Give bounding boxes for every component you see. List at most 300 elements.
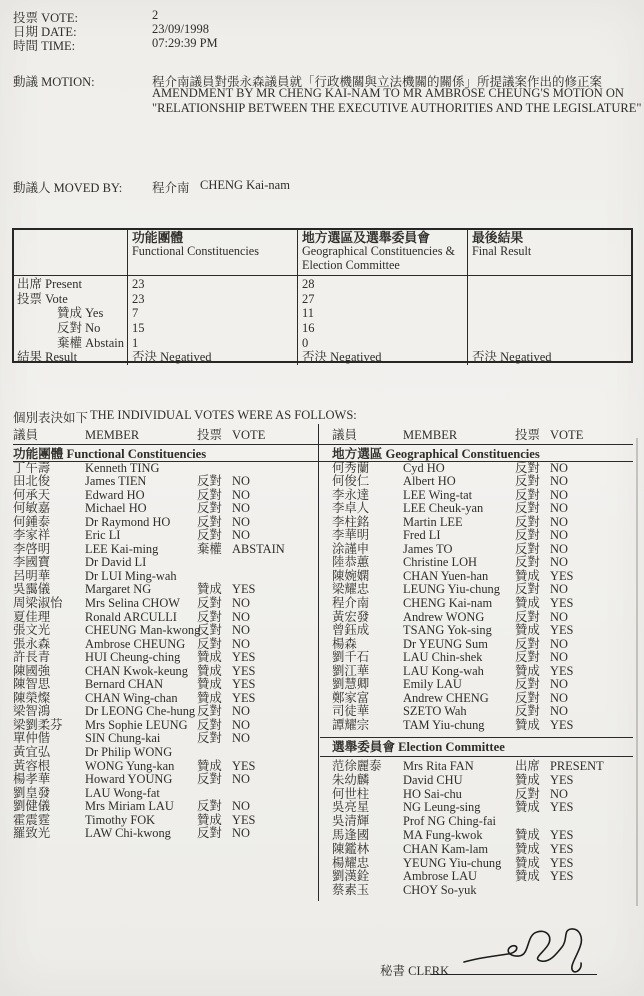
vote-zh: 贊成: [197, 677, 222, 692]
vote-en: [232, 462, 318, 476]
vote-en: YES: [550, 663, 574, 678]
member-name-zh: 朱幼麟: [332, 772, 370, 787]
member-name-en: LAU Chin-shek: [403, 650, 483, 665]
member-name-zh: 呂明華: [13, 568, 51, 583]
member-en-header: MEMBER: [403, 428, 458, 442]
member-name-zh: 陳榮燦: [13, 690, 51, 705]
vote-en: [232, 556, 318, 570]
member-row: [13, 827, 318, 841]
vote-zh: 反對: [515, 582, 540, 597]
member-name-en: James TO: [403, 541, 453, 556]
member-name-en: Eric LI: [85, 528, 121, 543]
summary-value: 27: [302, 291, 315, 306]
vote-en: NO: [232, 528, 250, 543]
summary-value: 11: [302, 306, 315, 321]
member-name-en: Dr Raymond HO: [85, 514, 171, 529]
vote-en: YES: [232, 677, 256, 692]
member-name-zh: 劉皇發: [13, 785, 51, 800]
member-name-en: Dr David LI: [85, 555, 147, 570]
member-name-zh: 范徐麗泰: [332, 759, 382, 773]
member-name-en: LAW Chi-kwong: [85, 826, 171, 841]
summary-labels-column: [14, 276, 127, 365]
vote-zh: 反對: [515, 487, 540, 502]
vote-en: NO: [232, 772, 250, 787]
motion-label: 動議 MOTION:: [13, 75, 95, 89]
summary-value: [472, 321, 627, 336]
member-name-en: LEUNG Yiu-chung: [403, 582, 500, 597]
member-name-zh: 田北俊: [13, 474, 51, 489]
member-row: [13, 543, 318, 557]
summary-value: [472, 306, 627, 321]
member-name-zh: 司徒華: [332, 704, 370, 719]
member-name-zh: 李華明: [332, 528, 370, 543]
member-row: [332, 475, 633, 489]
vote-en: NO: [232, 636, 250, 651]
vote-en: NO: [550, 541, 568, 556]
member-row: [13, 692, 318, 706]
member-name-en: James TIEN: [85, 474, 147, 489]
member-name-zh: 黃宜弘: [13, 744, 51, 759]
vote-zh: 出席: [515, 759, 540, 773]
individual-votes-title-zh: 個別表決如下: [13, 411, 89, 425]
vote-en: NO: [550, 677, 568, 692]
summary-functional-column: [127, 276, 297, 365]
summary-value: [472, 336, 627, 351]
member-name-en: NG Leung-sing: [403, 800, 481, 815]
vote-en: NO: [550, 528, 568, 543]
vote-en: NO: [232, 487, 250, 502]
summary-row-label: 贊成 Yes: [57, 306, 104, 321]
member-row: [13, 651, 318, 665]
member-row: [332, 705, 633, 719]
summary-row-label: 投票 Vote: [17, 291, 68, 306]
vote-en: NO: [550, 514, 568, 529]
vote-zh: 贊成: [515, 663, 540, 678]
summary-value: 23: [132, 291, 145, 306]
member-name-zh: 夏佳理: [13, 609, 51, 624]
member-name-zh: 劉漢銓: [332, 869, 370, 884]
vote-en: YES: [550, 855, 574, 870]
vote-zh: 贊成: [515, 568, 540, 583]
member-name-en: Andrew CHENG: [403, 690, 489, 705]
vote-en: YES: [550, 800, 574, 815]
member-name-zh: 李國寶: [13, 555, 51, 570]
vote-zh: 反對: [515, 650, 540, 665]
vote-zh: [197, 556, 232, 570]
member-name-zh: 劉千石: [332, 650, 370, 665]
member-row: [332, 801, 633, 815]
member-row: [332, 597, 633, 611]
member-name-zh: 李家祥: [13, 528, 51, 543]
summary-value: 16: [302, 321, 315, 336]
member-name-en: Emily LAU: [403, 677, 462, 692]
vote-en: NO: [550, 690, 568, 705]
vote-en: YES: [232, 758, 256, 773]
summary-row-label: 棄權 Abstain: [57, 335, 125, 350]
vote-zh: 贊成: [197, 582, 222, 597]
member-row: [332, 719, 633, 733]
vote-zh: 贊成: [197, 758, 222, 773]
vote-zh: 反對: [515, 474, 540, 489]
vote-en: [232, 746, 318, 760]
member-row: [332, 489, 633, 503]
member-name-en: HO Sai-chu: [403, 786, 462, 801]
member-name-zh: 梁智鴻: [13, 704, 51, 719]
vote-zh: [515, 815, 550, 829]
clerk-label: 秘書 CLERK: [380, 964, 450, 978]
summary-header-final-result: 最後結果 Final Result: [467, 230, 631, 276]
member-row: [332, 678, 633, 692]
member-name-zh: 何敏嘉: [13, 501, 51, 516]
member-name-en: YEUNG Yiu-chung: [403, 855, 502, 870]
vote-zh: 反對: [515, 704, 540, 719]
date-value: 23/09/1998: [152, 22, 209, 36]
election-committee-topline: [320, 737, 633, 738]
motion-text-en2: "RELATIONSHIP BETWEEN THE EXECUTIVE AUTHORITIES AND THE LEGISLATURE": [152, 100, 642, 115]
vote-number-label: 投票 VOTE:: [13, 11, 78, 25]
vote-en: NO: [550, 704, 568, 719]
member-name-zh: 李柱銘: [332, 514, 370, 529]
member-name-en: Andrew WONG: [403, 609, 485, 624]
motion-text-en1: AMENDMENT BY MR CHENG KAI-NAM TO MR AMBROSE CHEUNG'S MOTION ON: [152, 86, 624, 101]
member-name-en: MA Fung-kwok: [403, 827, 483, 842]
member-row: [332, 788, 633, 802]
summary-row-label: 反對 No: [57, 321, 101, 336]
vote-en: [232, 570, 318, 584]
vote-zh: 反對: [197, 799, 222, 814]
vote-zh: 贊成: [515, 800, 540, 815]
column-divider: [318, 424, 319, 901]
member-name-zh: 何鍾泰: [13, 514, 51, 529]
vote-en: YES: [550, 623, 574, 638]
member-row: [332, 829, 633, 843]
member-row: [332, 556, 633, 570]
vote-zh-header: 投票: [197, 428, 223, 442]
vote-zh: 反對: [515, 460, 540, 475]
vote-en: YES: [232, 663, 256, 678]
member-row: [332, 857, 633, 871]
vote-en: NO: [550, 582, 568, 597]
summary-geographical-column: [297, 276, 467, 365]
member-name-zh: 李啓明: [13, 541, 51, 556]
member-name-zh: 陳國強: [13, 663, 51, 678]
member-name-zh: 何世柱: [332, 786, 370, 801]
vote-en: NO: [232, 799, 250, 814]
vote-en: ABSTAIN: [232, 541, 285, 556]
vote-zh: 反對: [197, 731, 222, 746]
vote-en: NO: [550, 474, 568, 489]
member-row: [332, 502, 633, 516]
vote-zh: 贊成: [515, 717, 540, 732]
member-name-en: CHOY So-yuk: [403, 883, 477, 898]
header-underline: [13, 444, 633, 445]
vote-zh: 贊成: [197, 812, 222, 827]
vote-zh: [197, 746, 232, 760]
summary-value: 15: [132, 321, 145, 336]
member-name-zh: 梁劉柔芬: [13, 717, 63, 732]
vote-en: YES: [550, 841, 574, 856]
vote-zh: 反對: [515, 555, 540, 570]
time-value: 07:29:39 PM: [152, 36, 218, 50]
vote-en: YES: [550, 717, 574, 732]
member-name-en: Edward HO: [85, 487, 145, 502]
member-name-zh: 吳亮星: [332, 800, 370, 815]
summary-value: 23: [132, 277, 145, 291]
vote-zh: 贊成: [515, 869, 540, 884]
member-name-en: CHAN Kwok-keung: [85, 663, 188, 678]
member-name-en: LAU Wong-fat: [85, 785, 160, 800]
member-name-en: CHAN Kam-lam: [403, 841, 488, 856]
clerk-signature-line: [431, 974, 597, 975]
summary-value: 否決 Negatived: [472, 350, 552, 365]
member-zh-header: 議員: [13, 428, 39, 442]
vote-en: NO: [550, 786, 568, 801]
vote-zh: 反對: [515, 514, 540, 529]
member-row: [13, 678, 318, 692]
member-name-en: Christine LOH: [403, 555, 477, 570]
member-name-en: Mrs Miriam LAU: [85, 799, 174, 814]
member-row: [332, 692, 633, 706]
member-row: [332, 543, 633, 557]
member-row: [13, 583, 318, 597]
vote-en: YES: [232, 582, 256, 597]
summary-row-label: 結果 Result: [17, 350, 78, 365]
member-name-en: Dr LUI Ming-wah: [85, 568, 177, 583]
summary-value: 7: [132, 306, 139, 321]
member-row: [332, 529, 633, 543]
vote-zh: 反對: [515, 501, 540, 516]
member-name-zh: 羅致光: [13, 826, 51, 841]
member-name-zh: 陸恭蕙: [332, 555, 370, 570]
time-label: 時間 TIME:: [13, 39, 76, 53]
member-row: [13, 746, 318, 760]
section-header-geographical: 地方選區 Geographical Constituencies: [332, 446, 540, 461]
member-row: [332, 884, 633, 898]
member-name-en: Dr LEONG Che-hung: [85, 704, 196, 719]
vote-zh: 反對: [515, 609, 540, 624]
member-name-en: David CHU: [403, 772, 463, 787]
member-row: [332, 570, 633, 584]
member-name-zh: 曾鈺成: [332, 623, 370, 638]
vote-zh: 反對: [197, 636, 222, 651]
vote-en: NO: [550, 501, 568, 516]
summary-value: 否決 Negatived: [132, 350, 212, 365]
member-name-zh: 陳智思: [13, 677, 51, 692]
election-committee-underline: [320, 756, 633, 757]
member-row: [332, 583, 633, 597]
member-row: [13, 787, 318, 801]
member-name-en: Margaret NG: [85, 582, 152, 597]
moved-by-name-en: CHENG Kai-nam: [200, 178, 290, 192]
vote-zh: 贊成: [515, 827, 540, 842]
vote-en: NO: [550, 460, 568, 475]
member-name-en: WONG Yung-kan: [85, 758, 175, 773]
vote-en: YES: [550, 595, 574, 610]
member-name-en: Martin LEE: [403, 514, 463, 529]
vote-zh: [197, 462, 232, 476]
vote-zh: 反對: [515, 541, 540, 556]
right-list-column-headers: [332, 428, 633, 442]
member-name-zh: 許長青: [13, 650, 51, 665]
summary-header-functional: 功能團體 Functional Constituencies: [127, 230, 297, 276]
member-name-en: Bernard CHAN: [85, 677, 164, 692]
vote-en: NO: [232, 595, 250, 610]
member-row: [13, 475, 318, 489]
member-name-en: SZETO Wah: [403, 704, 467, 719]
member-name-en: HUI Cheung-ching: [85, 650, 181, 665]
member-row: [13, 611, 318, 625]
vote-en: YES: [550, 772, 574, 787]
member-row: [13, 705, 318, 719]
vote-en: [550, 884, 633, 898]
vote-zh: 贊成: [197, 650, 222, 665]
member-name-zh: 吳靄儀: [13, 582, 51, 597]
vote-en: NO: [550, 555, 568, 570]
member-row: [13, 814, 318, 828]
clerk-signature: [462, 922, 607, 978]
vote-en: [550, 815, 633, 829]
vote-zh: 反對: [197, 514, 222, 529]
summary-value: 0: [302, 335, 309, 350]
member-name-en: Cyd HO: [403, 460, 445, 475]
vote-en: NO: [232, 731, 250, 746]
vote-zh: 反對: [197, 595, 222, 610]
member-row: [13, 800, 318, 814]
vote-zh: 反對: [197, 501, 222, 516]
summary-corner-cell: [14, 230, 127, 276]
member-name-en: Prof NG Ching-fai: [403, 814, 496, 829]
vote-zh: 反對: [515, 677, 540, 692]
member-row: [13, 638, 318, 652]
member-name-zh: 陳婉嫻: [332, 568, 370, 583]
member-row: [332, 611, 633, 625]
member-row: [332, 815, 633, 829]
member-name-en: LAU Kong-wah: [403, 663, 484, 678]
vote-en: YES: [232, 812, 256, 827]
vote-zh: 反對: [515, 786, 540, 801]
individual-votes-title-en: THE INDIVIDUAL VOTES WERE AS FOLLOWS:: [90, 408, 357, 422]
member-row: [13, 665, 318, 679]
summary-row-label: 出席 Present: [17, 277, 82, 291]
member-name-zh: 劉健儀: [13, 799, 51, 814]
vote-zh: 反對: [197, 609, 222, 624]
member-name-en: Mrs Sophie LEUNG: [85, 717, 188, 732]
member-en-header: MEMBER: [85, 428, 140, 442]
member-row: [332, 516, 633, 530]
member-row: [13, 502, 318, 516]
vote-zh: 反對: [197, 704, 222, 719]
vote-zh: 反對: [197, 487, 222, 502]
member-row: [332, 462, 633, 476]
vote-zh: 贊成: [515, 623, 540, 638]
member-name-zh: 譚耀宗: [332, 717, 370, 732]
member-name-en: Ronald ARCULLI: [85, 609, 177, 624]
vote-zh: 反對: [197, 623, 222, 638]
vote-zh: 反對: [197, 772, 222, 787]
vote-en: NO: [232, 514, 250, 529]
member-row: [13, 462, 318, 476]
vote-en: NO: [550, 609, 568, 624]
member-row: [13, 732, 318, 746]
vote-zh-header: 投票: [515, 428, 541, 442]
member-name-zh: 鄭家富: [332, 690, 370, 705]
vote-en: NO: [232, 826, 250, 841]
vote-zh: 反對: [197, 528, 222, 543]
member-name-zh: 黃容根: [13, 758, 51, 773]
vote-en: NO: [232, 704, 250, 719]
member-name-en: Dr YEUNG Sum: [403, 636, 488, 651]
member-name-zh: 霍震霆: [13, 812, 51, 827]
member-name-zh: 劉慧卿: [332, 677, 370, 692]
election-committee-list: [332, 760, 633, 898]
summary-value: [472, 292, 627, 307]
vote-number-value: 2: [152, 8, 159, 22]
member-name-zh: 何承天: [13, 487, 51, 502]
member-name-zh: 楊森: [332, 636, 357, 651]
member-row: [13, 760, 318, 774]
member-name-zh: 劉江華: [332, 663, 370, 678]
vote-en: [232, 787, 318, 801]
vote-zh: 贊成: [197, 663, 222, 678]
summary-final-result-column: [467, 276, 631, 365]
section-header-election-committee: 選舉委員會 Election Committee: [332, 740, 505, 754]
member-name-en: LEE Cheuk-yan: [403, 501, 484, 516]
summary-value: 否決 Negatived: [302, 350, 382, 365]
motion-text-zh: 程介南議員對張永森議員就「行政機關與立法機關的關係」所提議案作出的修正案: [152, 75, 603, 89]
member-name-zh: 涂謹申: [332, 541, 370, 556]
member-row: [13, 773, 318, 787]
scan-edge-artifact: [636, 438, 638, 906]
vote-en: PRESENT: [550, 759, 604, 773]
member-name-zh: 梁耀忠: [332, 582, 370, 597]
member-name-zh: 程介南: [332, 595, 370, 610]
vote-zh: 反對: [515, 528, 540, 543]
vote-en-header: VOTE: [232, 428, 266, 442]
member-row: [13, 556, 318, 570]
moved-by-name-zh: 程介南: [152, 181, 190, 195]
vote-zh: 反對: [197, 717, 222, 732]
member-name-en: SIN Chung-kai: [85, 731, 161, 746]
member-name-zh: 何秀蘭: [332, 460, 370, 475]
vote-zh: 反對: [197, 474, 222, 489]
vote-zh: 反對: [515, 636, 540, 651]
member-row: [13, 719, 318, 733]
member-name-en: TSANG Yok-sing: [403, 623, 492, 638]
member-row: [332, 665, 633, 679]
member-name-zh: 張文光: [13, 623, 51, 638]
vote-en: NO: [232, 623, 250, 638]
vote-en: YES: [232, 690, 256, 705]
member-row: [332, 774, 633, 788]
member-zh-header: 議員: [332, 428, 358, 442]
member-row: [332, 624, 633, 638]
member-name-en: CHAN Yuen-han: [403, 568, 489, 583]
member-name-en: Mrs Selina CHOW: [85, 595, 180, 610]
vote-en: NO: [232, 717, 250, 732]
member-name-zh: 吳清輝: [332, 814, 370, 829]
member-name-en: Dr Philip WONG: [85, 744, 173, 759]
vote-zh: 贊成: [515, 841, 540, 856]
member-row: [13, 516, 318, 530]
member-row: [332, 843, 633, 857]
vote-en: YES: [550, 869, 574, 884]
member-name-en: Ambrose LAU: [403, 869, 477, 884]
vote-en: YES: [550, 827, 574, 842]
member-name-en: LEE Kai-ming: [85, 541, 159, 556]
left-list-column-headers: [13, 428, 318, 442]
member-name-en: TAM Yiu-chung: [403, 717, 485, 732]
member-name-en: CHENG Kai-nam: [403, 595, 493, 610]
